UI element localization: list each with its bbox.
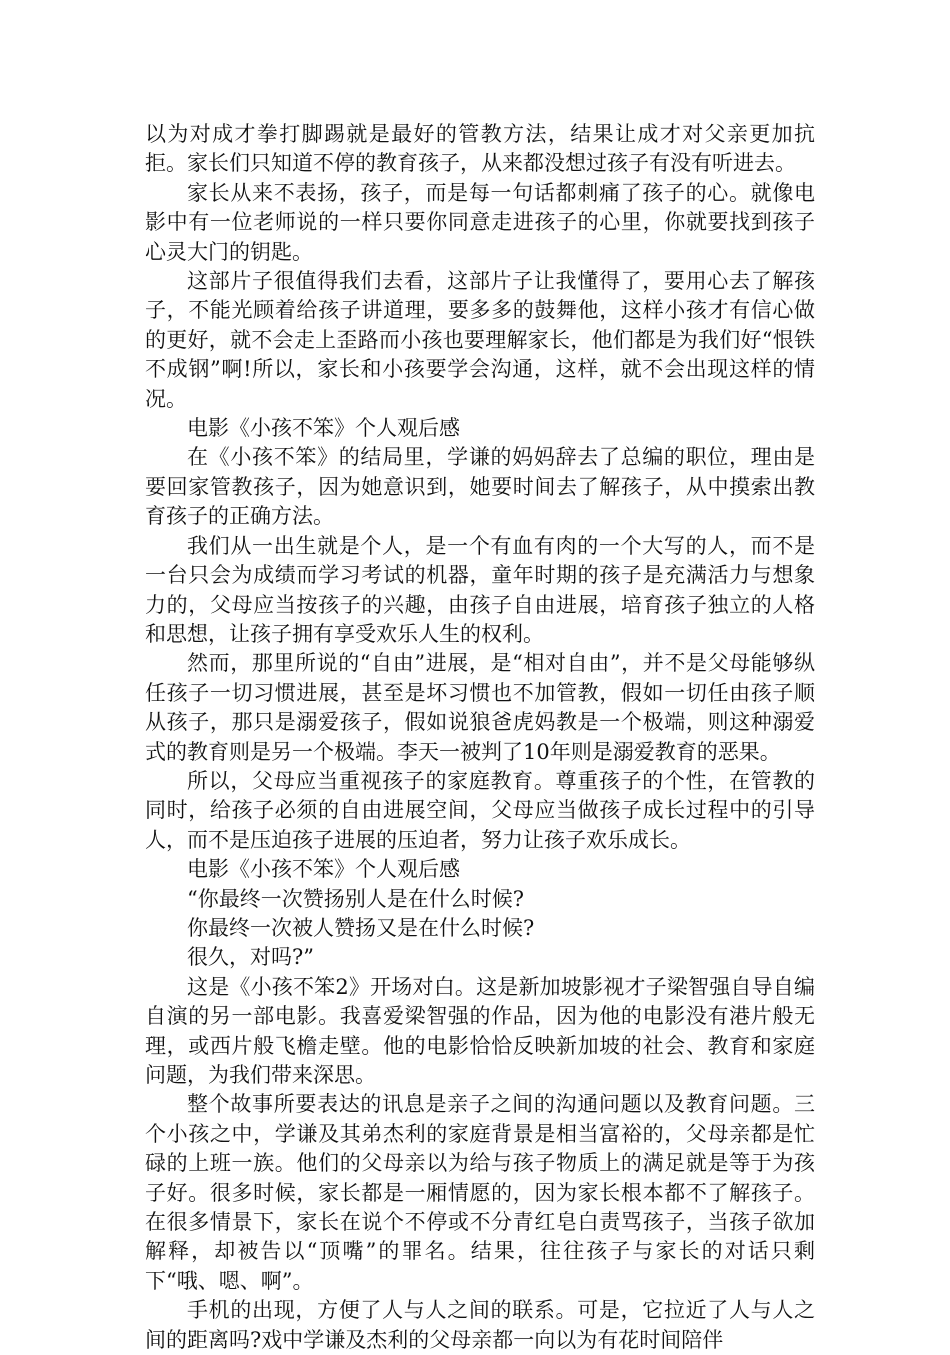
document-body <box>145 120 815 1355</box>
quote-line-2: 你最终一次被人赞扬又是在什么时候? <box>187 915 535 940</box>
section-heading-2: 电影《小孩不笨》个人观后感 <box>187 857 460 882</box>
paragraph-4: 在《小孩不笨》的结局里，学谦的妈妈辞去了总编的职位，理由是要回家管教孩子，因为她意识到，她要时间去了解孩子，从中摸索出教育孩子的正确方法。 <box>145 445 815 529</box>
quote-line-3: 很久，对吗?” <box>187 945 314 970</box>
paragraph-9: 整个故事所要表达的讯息是亲子之间的沟通问题以及教育问题。三个小孩之中，学谦及其弟杰利的家庭背景是相当富裕的，父母亲都是忙碌的上班一族。他们的父母亲以为给与孩子物质上的满足就是等于为孩子好。很多时候，家长都是一厢情愿的，因为家长根本都不了解孩子。在很多情景下，家长在说个不停或不分青红皂白责骂孩子，当孩子欲加解释，却被告以“顶嘴”的罪名。结果，往往孩子与家长的对话只剩下“哦、嗯、啊”。 <box>145 1092 815 1293</box>
paragraph-3: 这部片子很值得我们去看，这部片子让我懂得了，要用心去了解孩子，不能光顾着给孩子讲道理，要多多的鼓舞他，这样小孩才有信心做的更好，就不会走上歪路而小孩也要理解家长，他们都是为我们好“恨铁不成钢”啊!所以，家长和小孩要学会沟通，这样，就不会出现这样的情况。 <box>145 269 815 411</box>
paragraph-1: 以为对成才拳打脚踢就是最好的管教方法，结果让成才对父亲更加抗拒。家长们只知道不停的教育孩子，从来都没想过孩子有没有听进去。 <box>145 122 815 176</box>
paragraph-8: 这是《小孩不笨2》开场对白。这是新加坡影视才子梁智强自导自编自演的另一部电影。我喜爱梁智强的作品，因为他的电影没有港片般无理，或西片般飞檐走壁。他的电影恰恰反映新加坡的社会、教育和家庭问题，为我们带来深思。 <box>145 974 815 1087</box>
paragraph-2: 家长从来不表扬，孩子，而是每一句话都刺痛了孩子的心。就像电影中有一位老师说的一样只要你同意走进孩子的心里，你就要找到孩子心灵大门的钥匙。 <box>145 180 815 264</box>
quote-line-1: “你最终一次赞扬别人是在什么时候? <box>187 886 524 911</box>
paragraph-10: 手机的出现，方便了人与人之间的联系。可是，它拉近了人与人之间的距离吗?戏中学谦及杰利的父母亲都一向以为有花时间陪伴 <box>145 1298 815 1352</box>
section-heading-1: 电影《小孩不笨》个人观后感 <box>187 416 460 441</box>
paragraph-6: 然而，那里所说的“自由”进展，是“相对自由”，并不是父母能够纵任孩子一切习惯进展，甚至是坏习惯也不加管教，假如一切任由孩子顺从孩子，那只是溺爱孩子，假如说狼爸虎妈教是一个极端，则这种溺爱式的教育则是另一个极端。李天一被判了10年则是溺爱教育的恶果。 <box>145 651 815 764</box>
paragraph-7: 所以，父母应当重视孩子的家庭教育。尊重孩子的个性，在管教的同时，给孩子必须的自由进展空间，父母应当做孩子成长过程中的引导人，而不是压迫孩子进展的压迫者，努力让孩子欢乐成长。 <box>145 768 815 852</box>
paragraph-5: 我们从一出生就是个人，是一个有血有肉的一个大写的人，而不是一台只会为成绩而学习考试的机器，童年时期的孩子是充满活力与想象力的，父母应当按孩子的兴趣，由孩子自由进展，培育孩子独立的人格和思想，让孩子拥有享受欢乐人生的权利。 <box>145 533 815 646</box>
